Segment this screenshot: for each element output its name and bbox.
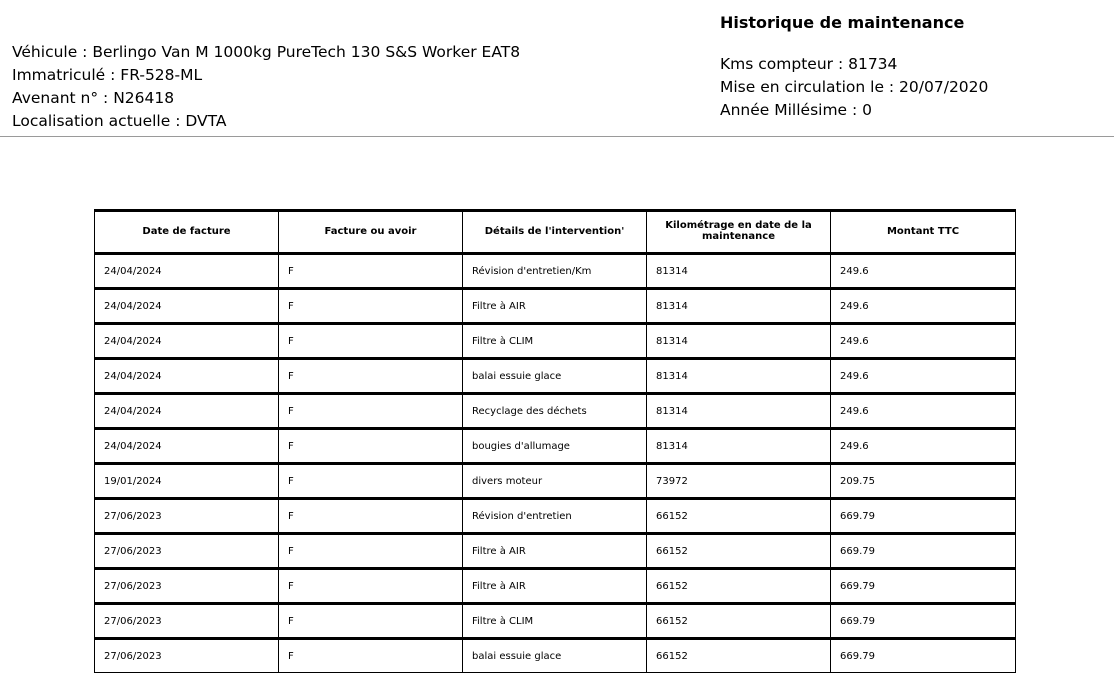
- mileage-counter: Kms compteur : 81734: [720, 55, 898, 73]
- table-row: [95, 638, 1016, 673]
- cell-mileage: 81314: [647, 393, 831, 428]
- table-row: [95, 288, 1016, 323]
- cell-amount: 209.75: [831, 463, 1016, 498]
- table-row: [95, 253, 1016, 288]
- vehicle-location: Localisation actuelle : DVTA: [12, 112, 227, 130]
- cell-date: 24/04/2024: [95, 428, 279, 463]
- table-row: [95, 603, 1016, 638]
- table-row: [95, 463, 1016, 498]
- cell-type: F: [279, 428, 463, 463]
- cell-date: 24/04/2024: [95, 358, 279, 393]
- cell-amount: 249.6: [831, 253, 1016, 288]
- table-row: [95, 568, 1016, 603]
- vehicle-amendment: Avenant n° : N26418: [12, 89, 175, 107]
- cell-date: 24/04/2024: [95, 253, 279, 288]
- cell-mileage: 81314: [647, 253, 831, 288]
- cell-details: Filtre à AIR: [463, 288, 647, 323]
- header-mileage: Kilométrage en date de la maintenance: [647, 210, 831, 253]
- cell-type: F: [279, 393, 463, 428]
- table-row: [95, 358, 1016, 393]
- cell-amount: 669.79: [831, 568, 1016, 603]
- table-header-row: [95, 210, 1016, 253]
- cell-amount: 669.79: [831, 603, 1016, 638]
- cell-mileage: 81314: [647, 428, 831, 463]
- cell-amount: 669.79: [831, 498, 1016, 533]
- cell-details: divers moteur: [463, 463, 647, 498]
- cell-details: Révision d'entretien: [463, 498, 647, 533]
- cell-details: balai essuie glace: [463, 358, 647, 393]
- cell-type: F: [279, 498, 463, 533]
- cell-details: Filtre à CLIM: [463, 603, 647, 638]
- cell-type: F: [279, 463, 463, 498]
- cell-details: Recyclage des déchets: [463, 393, 647, 428]
- maintenance-history-table: [94, 209, 1016, 673]
- cell-date: 27/06/2023: [95, 638, 279, 673]
- cell-amount: 249.6: [831, 393, 1016, 428]
- cell-details: balai essuie glace: [463, 638, 647, 673]
- cell-date: 27/06/2023: [95, 533, 279, 568]
- cell-amount: 249.6: [831, 323, 1016, 358]
- vehicle-registration: Immatriculé : FR-528-ML: [12, 66, 203, 84]
- first-registration-date: Mise en circulation le : 20/07/2020: [720, 78, 989, 96]
- cell-date: 19/01/2024: [95, 463, 279, 498]
- cell-amount: 669.79: [831, 638, 1016, 673]
- cell-details: bougies d'allumage: [463, 428, 647, 463]
- cell-mileage: 66152: [647, 603, 831, 638]
- cell-date: 24/04/2024: [95, 288, 279, 323]
- cell-mileage: 73972: [647, 463, 831, 498]
- cell-details: Filtre à AIR: [463, 568, 647, 603]
- cell-date: 24/04/2024: [95, 393, 279, 428]
- cell-mileage: 81314: [647, 288, 831, 323]
- table-row: [95, 533, 1016, 568]
- cell-type: F: [279, 603, 463, 638]
- vehicle-info: [12, 41, 520, 133]
- cell-date: 27/06/2023: [95, 498, 279, 533]
- header-date: Date de facture: [95, 210, 279, 253]
- cell-mileage: 66152: [647, 638, 831, 673]
- model-year: Année Millésime : 0: [720, 101, 873, 119]
- cell-mileage: 66152: [647, 533, 831, 568]
- header-divider: [0, 136, 1114, 137]
- cell-type: F: [279, 323, 463, 358]
- meter-info: [720, 53, 988, 122]
- cell-details: Révision d'entretien/Km: [463, 253, 647, 288]
- cell-amount: 249.6: [831, 428, 1016, 463]
- cell-type: F: [279, 358, 463, 393]
- cell-details: Filtre à AIR: [463, 533, 647, 568]
- cell-mileage: 81314: [647, 323, 831, 358]
- cell-date: 27/06/2023: [95, 568, 279, 603]
- table-row: [95, 323, 1016, 358]
- cell-type: F: [279, 288, 463, 323]
- cell-details: Filtre à CLIM: [463, 323, 647, 358]
- cell-mileage: 66152: [647, 568, 831, 603]
- cell-type: F: [279, 253, 463, 288]
- cell-amount: 249.6: [831, 288, 1016, 323]
- cell-type: F: [279, 638, 463, 673]
- cell-type: F: [279, 533, 463, 568]
- cell-mileage: 66152: [647, 498, 831, 533]
- page-title: Historique de maintenance: [720, 13, 965, 32]
- header-details: Détails de l'intervention': [463, 210, 647, 253]
- table-row: [95, 393, 1016, 428]
- vehicle-model: Véhicule : Berlingo Van M 1000kg PureTech 130 S&S Worker EAT8: [12, 43, 521, 61]
- cell-type: F: [279, 568, 463, 603]
- cell-amount: 669.79: [831, 533, 1016, 568]
- cell-amount: 249.6: [831, 358, 1016, 393]
- cell-date: 27/06/2023: [95, 603, 279, 638]
- header-type: Facture ou avoir: [279, 210, 463, 253]
- table-row: [95, 428, 1016, 463]
- cell-date: 24/04/2024: [95, 323, 279, 358]
- table-row: [95, 498, 1016, 533]
- header-amount: Montant TTC: [831, 210, 1016, 253]
- cell-mileage: 81314: [647, 358, 831, 393]
